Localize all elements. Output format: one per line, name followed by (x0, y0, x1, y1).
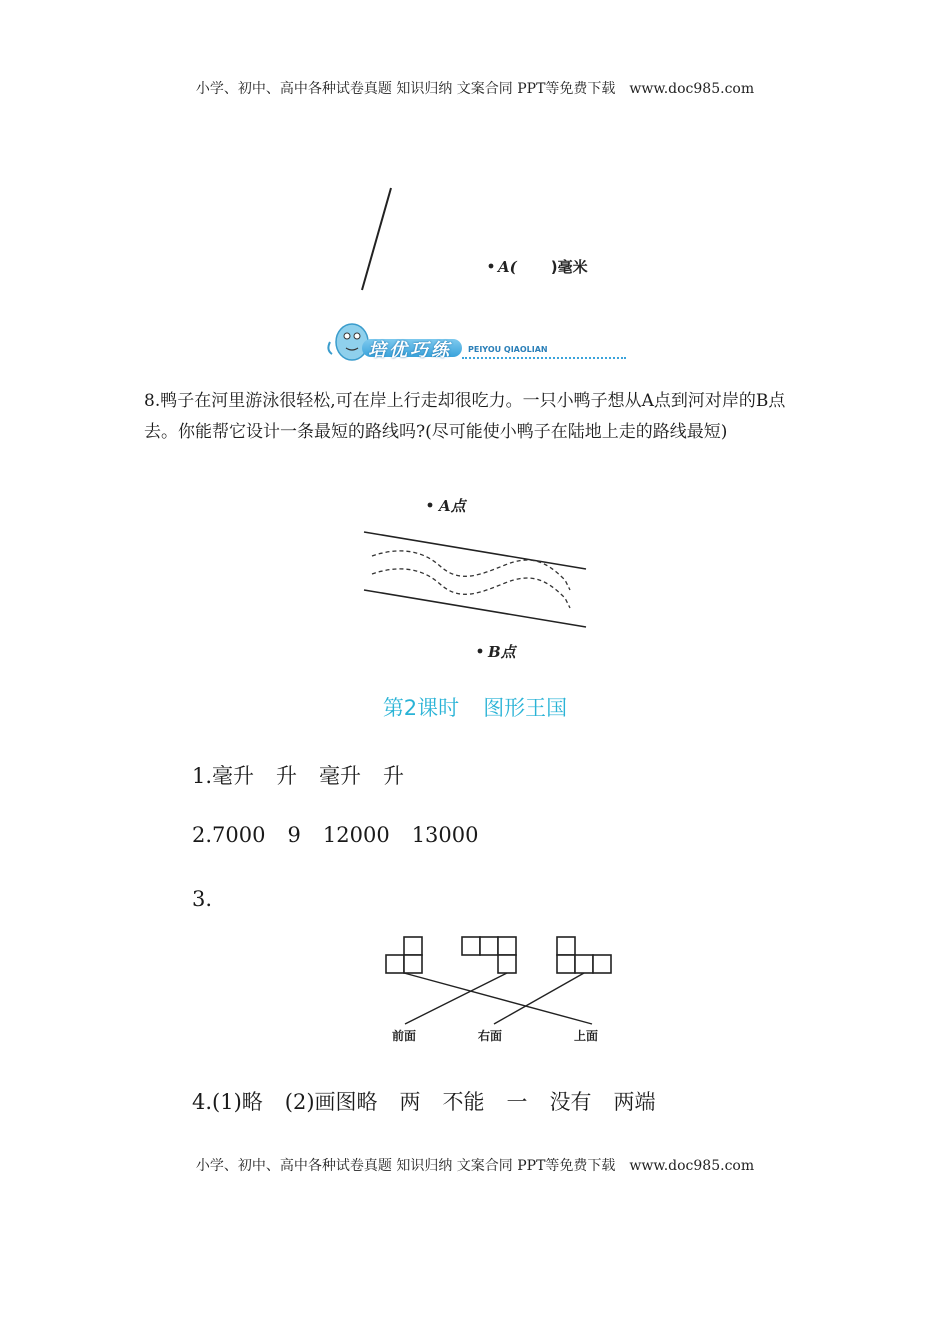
cube-face (557, 937, 575, 955)
header-url[interactable]: www.doc985.com (629, 81, 755, 97)
slanted-line (362, 188, 391, 290)
footer-url[interactable]: www.doc985.com (629, 1158, 755, 1174)
answer-4-item: (1)略 (212, 1090, 263, 1114)
cube-face (557, 955, 575, 973)
cube-face (498, 955, 516, 973)
point-b-river-label: B点 (488, 643, 516, 661)
cube-face (386, 955, 404, 973)
banner-title: 培优巧练 (368, 340, 452, 361)
answer-4-item: 一 (506, 1090, 528, 1114)
cube-face (593, 955, 611, 973)
answer-1-item: 毫升 (319, 764, 362, 788)
view-label-front: 前面 (392, 1029, 417, 1043)
lesson-title: 图形王国 (483, 696, 568, 720)
answer-4-item: 两 (399, 1090, 421, 1114)
answer-1-item: 毫升 (212, 764, 255, 788)
cube-face (498, 937, 516, 955)
river-wave-1 (372, 551, 570, 590)
page-footer (0, 1155, 950, 1175)
answer-2-item: 7000 (212, 823, 266, 847)
answer-4-item: 两端 (613, 1090, 656, 1114)
page-header (0, 78, 950, 98)
cube-face (480, 937, 498, 955)
answer-1: 1.毫升 升 毫升 升 (192, 764, 405, 788)
question-8: 8.鸭子在河里游泳很轻松,可在岸上行走却很吃力。一只小鸭子想从A点到河对岸的B点去。你能帮它设计一条最短的路线吗?(尽可能使小鸭子在陆地上走的路线最短) (144, 391, 786, 442)
answer-4: 4.(1)略 (2)画图略 两 不能 一 没有 两端 (192, 1090, 656, 1114)
answer-1-item: 升 (276, 764, 298, 788)
answer-4-item: 不能 (442, 1090, 485, 1114)
answer-4-item: (2)画图略 (284, 1090, 378, 1114)
header-text: 小学、初中、高中各种试卷真题 知识归纳 文案合同 PPT等免费下载 (195, 81, 616, 97)
banner-subtitle: PEIYOU QIAOLIAN (468, 345, 548, 354)
view-label-top: 上面 (574, 1029, 599, 1043)
section-banner (322, 320, 626, 364)
river-bank-bottom (364, 590, 586, 627)
answer-2-item: 9 (287, 823, 301, 847)
connector-line (405, 973, 507, 1024)
answer-2: 2.7000 9 12000 13000 (192, 823, 479, 847)
view-label-right: 右面 (478, 1029, 503, 1043)
point-a-river-dot (428, 503, 433, 508)
footer-text: 小学、初中、高中各种试卷真题 知识归纳 文案合同 PPT等免费下载 (195, 1158, 616, 1174)
point-b-river-dot (478, 649, 483, 654)
cube-face (462, 937, 480, 955)
point-a-dot (489, 264, 494, 269)
cube-face (575, 955, 593, 973)
cube-face (404, 937, 422, 955)
answer-2-item: 13000 (411, 823, 479, 847)
answer-2-item: 12000 (322, 823, 390, 847)
point-a-river-label: A点 (439, 497, 466, 515)
lesson-heading (0, 692, 950, 722)
point-a-label: A( )毫米 (498, 258, 588, 276)
river-wave-2 (372, 569, 570, 608)
answer-3: 3. (192, 887, 213, 911)
connector-line (494, 973, 584, 1024)
connector-line (404, 973, 592, 1024)
lesson-number: 第2课时 (382, 696, 460, 720)
cube-face (404, 955, 422, 973)
answer-4-item: 没有 (549, 1090, 592, 1114)
answer-1-item: 升 (383, 764, 405, 788)
banner-underline (462, 357, 626, 359)
river-bank-top (364, 532, 586, 569)
